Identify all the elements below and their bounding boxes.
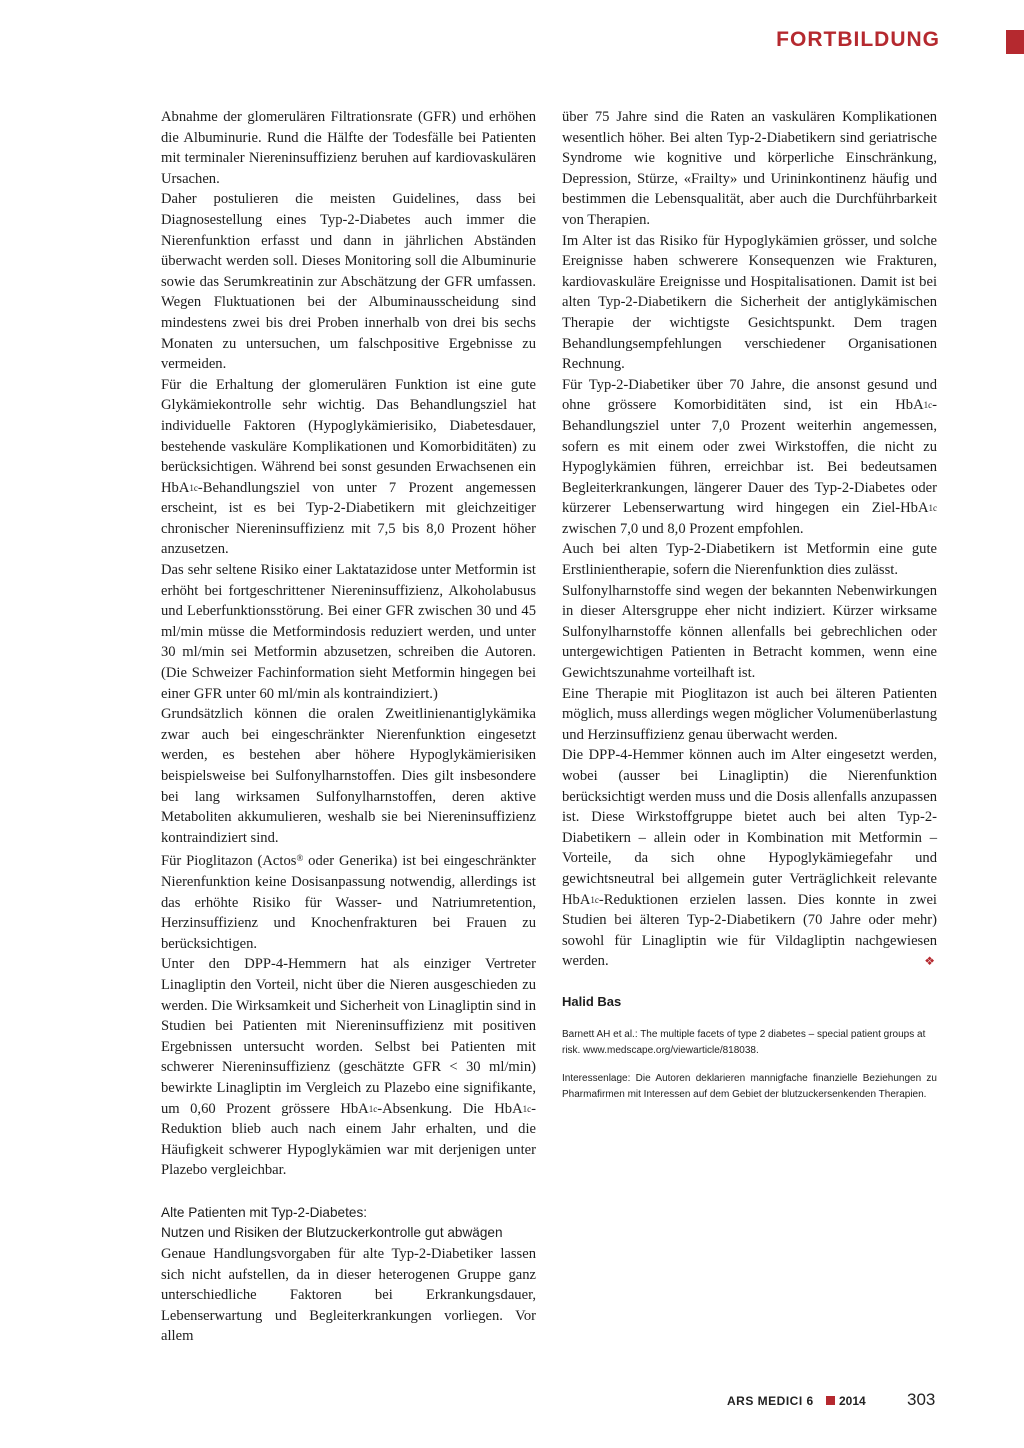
reference: Barnett AH et al.: The multiple facets of type 2 diabetes – special patient groups at risk. www.medscape.org/viewarticle/818038. (562, 1028, 926, 1056)
journal-name: ARS MEDICI 6 (727, 1394, 814, 1408)
paragraph: Für Typ-2-Diabetiker über 70 Jahre, die ansonst gesund und ohne grössere Komorbiditäten sind, ist ein HbA1c-Behandlungsziel unter 7,0 Prozent weiterhin angemessen, sofern es mit einem oder zwei Wirkstoffen, die nicht zu Hypoglykämien führen, erreichbar ist. Bei bedeutsamen Begleiterkrankungen, längerer Dauer des Typ-2-Diabetes oder kürzerer Lebenserwartung wird hingegen ein Ziel-HbA1c zwischen 7,0 und 8,0 Prozent empfohlen. (562, 376, 937, 537)
paragraph: Grundsätzlich können die oralen Zweitlinienantiglykämika zwar auch bei eingeschränkter Nierenfunktion eingesetzt werden, es bestehen aber höhere Hypoglykämierisiken beispielsweise bei Sulfonylharnstoffen. Dies gilt insbesondere bei lang wirksamen Sulfonylharnstoffen, deren aktive Metaboliten akkumulieren, weshalb sie bei Niereninsuffizienz kontraindiziert sind. (161, 706, 536, 846)
disclosure-note: Interessenlage: Die Autoren deklarieren mannigfache finanzielle Beziehungen zu Pharmafirmen mit Interessen auf dem Gebiet der blutzuckersenkenden Therapien. (562, 1072, 937, 1100)
paragraph: Abnahme der glomerulären Filtrationsrate (GFR) und erhöhen die Albuminurie. Rund die Hälfte der Todesfälle bei Patienten mit terminaler Niereninsuffizienz beruhen auf kardiovaskulären Ursachen. (161, 109, 536, 187)
section-marker-block (1006, 30, 1024, 54)
paragraph: über 75 Jahre sind die Raten an vaskulären Komplikationen wesentlich höher. Bei alten Typ-2-Diabetikern sind geriatrische Syndrome wie kognitive und körperliche Einschränkung, Depression, Stürze, «Frailty» und Urininkontinenz häufig und bestimmen die Lebensqualität, aber auch die Durchführbarkeit von Therapien. (562, 109, 937, 228)
paragraph: Die DPP-4-Hemmer können auch im Alter eingesetzt werden, wobei (ausser bei Linagliptin) die Nierenfunktion berücksichtigt werden muss und die Dosis allenfalls anzupassen ist. Diese Wirkstoffgruppe bietet auch bei alten Typ-2-Diabetikern – allein oder in Kombination mit Metformin – Vorteile, da sich ohne Hypoglykämiegefahr und gewichtsneutral bei allgemein guter Verträglichkeit relevante HbA1c-Reduktionen erzielen lassen. Dies konnte in zwei Studien bei älteren Typ-2-Diabetikern (70 Jahre oder mehr) sowohl für Linagliptin wie für Vildagliptin nachgewiesen werden. ❖ (562, 745, 937, 972)
page-footer (727, 1390, 945, 1414)
footer-square-icon (826, 1396, 835, 1405)
page-number: 303 (907, 1390, 936, 1409)
paragraph: Eine Therapie mit Pioglitazon ist auch bei älteren Patienten möglich, muss allerdings wegen möglicher Volumenüberlastung und Herzinsuffizienz genau überwacht werden. (562, 685, 937, 743)
section-title: FORTBILDUNG (776, 28, 940, 51)
paragraph: Das sehr seltene Risiko einer Laktatazidose unter Metformin ist erhöht bei fortgeschrittener Niereninsuffizienz, Alkoholabusus und Leberfunktionsstörung. Bei einer GFR zwischen 30 und 45 ml/min müsse die Metformindosis reduziert werden, und unter 30 ml/min sei Metformin abzusetzen, schreiben die Autoren. (Die Schweizer Fachinformation sieht Metformin hingegen bei einer GFR unter 60 ml/min als kontraindiziert.) (161, 562, 536, 702)
paragraph: Im Alter ist das Risiko für Hypoglykämien grösser, und solche Ereignisse haben schwerere Konsequenzen wie Frakturen, kardiovaskuläre Ereignisse und Hospitalisationen. Damit ist bei alten Typ-2-Diabetikern die Sicherheit der antiglykämischen Therapie der wichtigste Gesichtspunkt. Dem tragen Behandlungsempfehlungen verschiedener Organisationen Rechnung. (562, 232, 937, 373)
paragraph: Für Pioglitazon (Actos® oder Generika) ist bei eingeschränkter Nierenfunktion keine Dosisanpassung notwendig, allerdings ist das erhöhte Risiko für Wasser- und Natriumretention, Herzinsuffizienz und Knochenfrakturen bei Frauen zu berücksichtigen. (161, 853, 536, 952)
paragraph: Unter den DPP-4-Hemmern hat als einziger Vertreter Linagliptin den Vorteil, nicht über die Nieren ausgeschieden zu werden. Die Wirksamkeit und Sicherheit von Linagliptin sind in Studien bei Patienten mit Niereninsuffizienz mit positiven Ergebnissen untersucht worden. Selbst bei Patienten mit schwerer Niereninsuffizienz (geschätzte GFR < 30 ml/min) bewirkte Linagliptin im Vergleich zu Plazebo eine signifikante, um 0,60 Prozent grössere HbA1c-Absenkung. Die HbA1c-Reduktion blieb auch nach einem Jahr erhalten, und die Häufigkeit schwerer Hypoglykämien war mit derjenigen unter Plazebo vergleichbar. (161, 956, 536, 1179)
author-name: Halid Bas (562, 993, 622, 1009)
section-heading: Alte Patienten mit Typ-2-Diabetes: Nutzen und Risiken der Blutzuckerkontrolle gut abwägen (161, 1204, 503, 1241)
right-column (562, 107, 937, 1103)
paragraph: Genaue Handlungsvorgaben für alte Typ-2-Diabetiker lassen sich nicht aufstellen, da in dieser heterogenen Gruppe ganz unterschiedliche Faktoren bei Erkrankungsdauer, Lebenserwartung und Begleiterkrankungen vorliegen. Vor allem (161, 1246, 536, 1345)
paragraph: Sulfonylharnstoffe sind wegen der bekannten Nebenwirkungen in dieser Altersgruppe eher nicht indiziert. Kürzer wirksame Sulfonylharnstoffe können allenfalls bei gebrechlichen oder untergewichtigen Patienten in Betracht kommen, wenn eine Gewichtszunahme vorteilhaft ist. (562, 582, 937, 682)
paragraph: Daher postulieren die meisten Guidelines, dass bei Diagnosestellung eines Typ-2-Diabetes auch immer die Nierenfunktion erfasst und dann in jährlichen Abständen überwacht werden soll. Dieses Monitoring soll die Albuminurie sowie das Serumkreatinin zur Abschätzung der GFR umfassen. Wegen Fluktuationen bei der Albuminausscheidung sind mindestens zwei bis drei Proben innerhalb von drei bis sechs Monaten zu untersuchen, um falschpositive Ergebnisse zu vermeiden. (161, 191, 536, 373)
paragraph: Für die Erhaltung der glomerulären Funktion ist eine gute Glykämiekontrolle sehr wichtig. Das Behandlungsziel hat individuelle Faktoren (Hypoglykämierisiko, Diabetesdauer, bestehende vaskuläre Komplikationen und Komorbiditäten) zu berücksichtigen. Während bei sonst gesunden Erwachsenen ein HbA1c-Behandlungsziel von unter 7 Prozent angemessen erscheint, ist es bei Typ-2-Diabetikern mit gleichzeitiger chronischer Niereninsuffizienz mit 7,5 bis 8,0 Prozent höher anzusetzen. (161, 376, 536, 558)
left-column (161, 107, 536, 1347)
paragraph: Auch bei alten Typ-2-Diabetikern ist Metformin eine gute Erstlinientherapie, sofern die Nierenfunktion dies zulässt. (562, 541, 937, 579)
end-of-article-icon: ❖ (924, 954, 935, 969)
journal-year: 2014 (839, 1394, 866, 1408)
